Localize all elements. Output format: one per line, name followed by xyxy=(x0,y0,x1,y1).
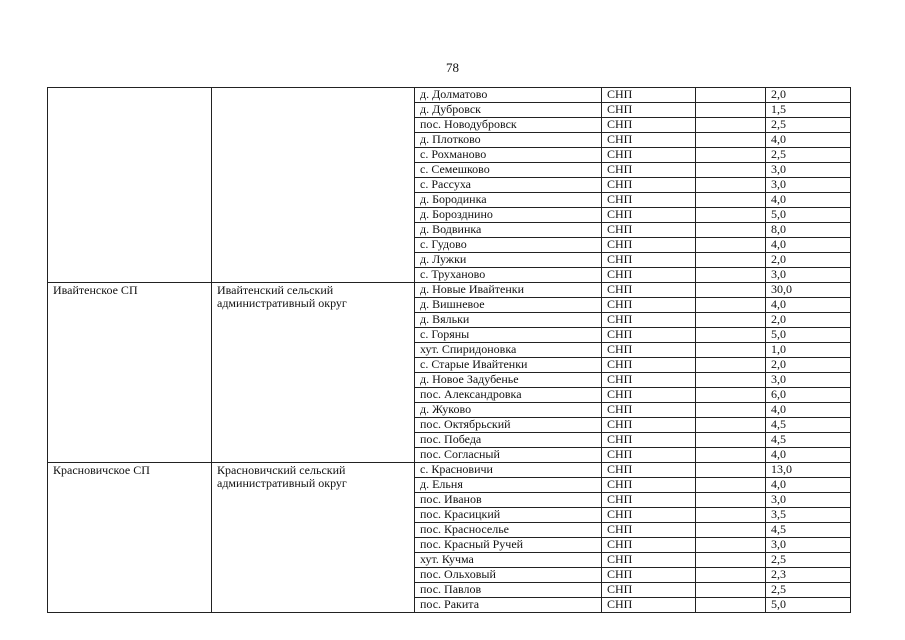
page-number: 78 xyxy=(446,60,459,75)
blank-cell xyxy=(696,193,766,208)
type-cell: СНП xyxy=(602,163,696,178)
blank-cell xyxy=(696,328,766,343)
type-cell: СНП xyxy=(602,508,696,523)
blank-cell xyxy=(696,313,766,328)
value-cell: 30,0 xyxy=(766,283,851,298)
value-cell: 2,0 xyxy=(766,253,851,268)
blank-cell xyxy=(696,403,766,418)
type-cell: СНП xyxy=(602,403,696,418)
value-cell: 3,0 xyxy=(766,493,851,508)
blank-cell xyxy=(696,238,766,253)
type-cell: СНП xyxy=(602,283,696,298)
blank-cell xyxy=(696,133,766,148)
value-cell: 2,5 xyxy=(766,553,851,568)
blank-cell xyxy=(696,223,766,238)
blank-cell xyxy=(696,118,766,133)
blank-cell xyxy=(696,523,766,538)
settlement-cell: с. Рассуха xyxy=(415,178,602,193)
settlement-cell: пос. Красный Ручей xyxy=(415,538,602,553)
type-cell: СНП xyxy=(602,373,696,388)
type-cell: СНП xyxy=(602,193,696,208)
value-cell: 4,0 xyxy=(766,133,851,148)
value-cell: 4,0 xyxy=(766,193,851,208)
value-cell: 5,0 xyxy=(766,598,851,613)
type-cell: СНП xyxy=(602,148,696,163)
value-cell: 2,0 xyxy=(766,313,851,328)
settlement-cell: пос. Красицкий xyxy=(415,508,602,523)
type-cell: СНП xyxy=(602,568,696,583)
value-cell: 5,0 xyxy=(766,208,851,223)
settlement-cell: пос. Красноселье xyxy=(415,523,602,538)
type-cell: СНП xyxy=(602,313,696,328)
value-cell: 3,0 xyxy=(766,538,851,553)
settlement-cell: с. Старые Ивайтенки xyxy=(415,358,602,373)
blank-cell xyxy=(696,343,766,358)
type-cell: СНП xyxy=(602,268,696,283)
blank-cell xyxy=(696,298,766,313)
settlement-cell: д. Долматово xyxy=(415,88,602,103)
value-cell: 4,0 xyxy=(766,478,851,493)
settlement-cell: пос. Александровка xyxy=(415,388,602,403)
type-cell: СНП xyxy=(602,88,696,103)
type-cell: СНП xyxy=(602,208,696,223)
value-cell: 2,0 xyxy=(766,88,851,103)
type-cell: СНП xyxy=(602,463,696,478)
municipality-cell: Красновичское СП xyxy=(48,463,212,613)
value-cell: 2,0 xyxy=(766,358,851,373)
blank-cell xyxy=(696,253,766,268)
blank-cell xyxy=(696,508,766,523)
blank-cell xyxy=(696,598,766,613)
settlement-cell: д. Бородинка xyxy=(415,193,602,208)
settlement-cell: с. Рохманово xyxy=(415,148,602,163)
settlement-cell: пос. Иванов xyxy=(415,493,602,508)
blank-cell xyxy=(696,553,766,568)
value-cell: 3,0 xyxy=(766,268,851,283)
value-cell: 8,0 xyxy=(766,223,851,238)
type-cell: СНП xyxy=(602,298,696,313)
type-cell: СНП xyxy=(602,448,696,463)
blank-cell xyxy=(696,163,766,178)
blank-cell xyxy=(696,208,766,223)
type-cell: СНП xyxy=(602,583,696,598)
value-cell: 13,0 xyxy=(766,463,851,478)
blank-cell xyxy=(696,358,766,373)
settlement-cell: с. Красновичи xyxy=(415,463,602,478)
value-cell: 2,5 xyxy=(766,118,851,133)
value-cell: 1,0 xyxy=(766,343,851,358)
settlement-cell: пос. Ракита xyxy=(415,598,602,613)
municipality-cell xyxy=(48,88,212,283)
type-cell: СНП xyxy=(602,493,696,508)
settlement-cell: д. Жуково xyxy=(415,403,602,418)
settlement-cell: с. Труханово xyxy=(415,268,602,283)
type-cell: СНП xyxy=(602,538,696,553)
table-body xyxy=(48,88,851,613)
type-cell: СНП xyxy=(602,418,696,433)
blank-cell xyxy=(696,568,766,583)
value-cell: 2,3 xyxy=(766,568,851,583)
type-cell: СНП xyxy=(602,598,696,613)
settlement-cell: д. Борозднино xyxy=(415,208,602,223)
blank-cell xyxy=(696,388,766,403)
district-cell: Красновичский сельский административный округ xyxy=(212,463,415,613)
blank-cell xyxy=(696,433,766,448)
settlement-cell: пос. Октябрьский xyxy=(415,418,602,433)
value-cell: 3,0 xyxy=(766,163,851,178)
blank-cell xyxy=(696,583,766,598)
table-row xyxy=(48,88,851,103)
blank-cell xyxy=(696,88,766,103)
blank-cell xyxy=(696,538,766,553)
type-cell: СНП xyxy=(602,388,696,403)
blank-cell xyxy=(696,418,766,433)
value-cell: 6,0 xyxy=(766,388,851,403)
settlement-cell: д. Лужки xyxy=(415,253,602,268)
district-cell xyxy=(212,88,415,283)
settlement-cell: д. Вишневое xyxy=(415,298,602,313)
value-cell: 4,0 xyxy=(766,298,851,313)
settlement-cell: д. Дубровск xyxy=(415,103,602,118)
blank-cell xyxy=(696,148,766,163)
blank-cell xyxy=(696,463,766,478)
type-cell: СНП xyxy=(602,358,696,373)
type-cell: СНП xyxy=(602,133,696,148)
value-cell: 5,0 xyxy=(766,328,851,343)
blank-cell xyxy=(696,283,766,298)
value-cell: 3,5 xyxy=(766,508,851,523)
value-cell: 3,0 xyxy=(766,178,851,193)
value-cell: 3,0 xyxy=(766,373,851,388)
table-row xyxy=(48,463,851,478)
type-cell: СНП xyxy=(602,433,696,448)
settlement-cell: с. Семешково xyxy=(415,163,602,178)
value-cell: 4,0 xyxy=(766,403,851,418)
value-cell: 2,5 xyxy=(766,583,851,598)
value-cell: 4,0 xyxy=(766,448,851,463)
blank-cell xyxy=(696,373,766,388)
settlements-table xyxy=(47,87,851,613)
type-cell: СНП xyxy=(602,103,696,118)
settlement-cell: пос. Согласный xyxy=(415,448,602,463)
type-cell: СНП xyxy=(602,553,696,568)
settlement-cell: д. Новые Ивайтенки xyxy=(415,283,602,298)
value-cell: 1,5 xyxy=(766,103,851,118)
settlement-cell: д. Ельня xyxy=(415,478,602,493)
blank-cell xyxy=(696,268,766,283)
type-cell: СНП xyxy=(602,178,696,193)
value-cell: 2,5 xyxy=(766,148,851,163)
municipality-cell: Ивайтенское СП xyxy=(48,283,212,463)
settlement-cell: д. Новое Задубенье xyxy=(415,373,602,388)
type-cell: СНП xyxy=(602,343,696,358)
blank-cell xyxy=(696,178,766,193)
type-cell: СНП xyxy=(602,478,696,493)
settlement-cell: с. Гудово xyxy=(415,238,602,253)
type-cell: СНП xyxy=(602,253,696,268)
blank-cell xyxy=(696,448,766,463)
settlement-cell: пос. Ольховый xyxy=(415,568,602,583)
value-cell: 4,5 xyxy=(766,418,851,433)
value-cell: 4,5 xyxy=(766,523,851,538)
settlement-cell: д. Вяльки xyxy=(415,313,602,328)
type-cell: СНП xyxy=(602,238,696,253)
value-cell: 4,0 xyxy=(766,238,851,253)
type-cell: СНП xyxy=(602,523,696,538)
settlement-cell: хут. Спиридоновка xyxy=(415,343,602,358)
settlement-cell: хут. Кучма xyxy=(415,553,602,568)
settlement-cell: пос. Павлов xyxy=(415,583,602,598)
settlement-cell: д. Водвинка xyxy=(415,223,602,238)
settlement-cell: пос. Новодубровск xyxy=(415,118,602,133)
type-cell: СНП xyxy=(602,118,696,133)
type-cell: СНП xyxy=(602,328,696,343)
type-cell: СНП xyxy=(602,223,696,238)
settlement-cell: пос. Победа xyxy=(415,433,602,448)
blank-cell xyxy=(696,478,766,493)
blank-cell xyxy=(696,493,766,508)
settlement-cell: д. Плотково xyxy=(415,133,602,148)
district-cell: Ивайтенский сельский административный округ xyxy=(212,283,415,463)
value-cell: 4,5 xyxy=(766,433,851,448)
table-row xyxy=(48,283,851,298)
settlement-cell: с. Горяны xyxy=(415,328,602,343)
blank-cell xyxy=(696,103,766,118)
